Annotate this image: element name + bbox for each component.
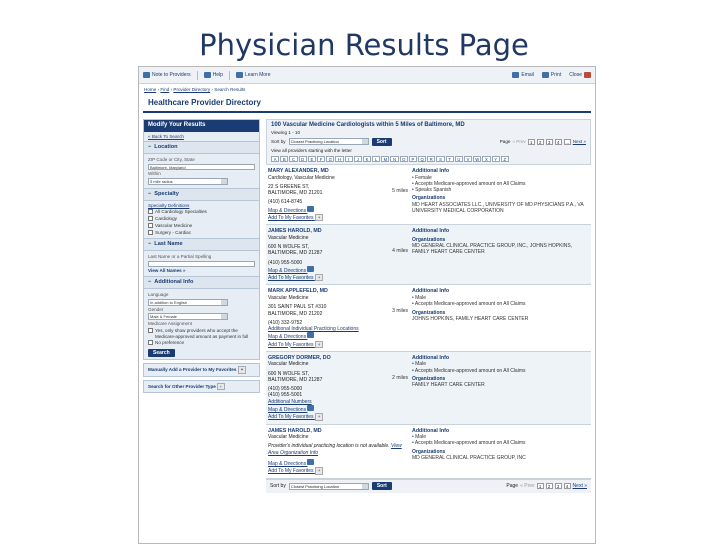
breadcrumb-home[interactable]: Home	[144, 87, 157, 92]
letter-filter-t[interactable]: T	[446, 156, 454, 162]
letter-filter-z[interactable]: Z	[501, 156, 509, 162]
info-item: • Male	[412, 361, 589, 367]
print-icon	[542, 72, 549, 78]
distance: 4 miles	[392, 248, 408, 255]
additional-info-heading: Additional Info	[412, 228, 450, 235]
provider-name-link[interactable]: GREGORY DORMER, DO	[268, 354, 331, 361]
info-item: • Accepts Medicare-approved amount on All Claims	[412, 181, 589, 187]
checkbox[interactable]	[148, 328, 153, 333]
area-organization-link[interactable]: View Area Organization Info	[268, 443, 402, 456]
phone: (410) 614-8745	[268, 199, 303, 206]
map-label: Map & Directions	[268, 267, 307, 274]
info-item: • Speaks Spanish	[412, 187, 589, 193]
letter-filter-r[interactable]: R	[427, 156, 435, 162]
organizations: MD GENERAL CLINICAL PRACTICE GROUP, INC	[412, 454, 526, 461]
language-label: Language	[148, 291, 169, 297]
additional-info-heading: Additional Info	[412, 167, 450, 174]
page-2[interactable]: 2	[537, 139, 544, 145]
page-1[interactable]: 1	[537, 483, 544, 489]
specialty-option[interactable]	[148, 230, 255, 236]
specialty-option-label: Cardiology	[155, 216, 177, 222]
plus-icon: +	[315, 214, 324, 221]
map-label: Map & Directions	[268, 406, 307, 413]
checkbox[interactable]	[148, 340, 153, 345]
provider-specialty: Vascular Medicine	[268, 434, 309, 441]
add-favorites-link[interactable]	[268, 274, 386, 281]
location-section-toggle[interactable]	[144, 141, 259, 154]
email-button[interactable]	[512, 72, 534, 78]
address-line: BALTIMORE, MD 21287	[268, 250, 323, 257]
page-label: Page	[499, 138, 511, 144]
map-directions-link[interactable]	[268, 459, 412, 467]
learn-more-link[interactable]	[236, 72, 271, 78]
result-row	[266, 225, 591, 285]
provider-specialty: Vascular Medicine	[268, 234, 309, 241]
specialty-heading: Specialty	[154, 190, 179, 197]
results-title: 100 Vascular Medicine Cardiologists within 5 Miles of Baltimore, MD	[271, 122, 465, 128]
add-favorites-link[interactable]	[268, 214, 386, 221]
result-row	[266, 352, 591, 425]
plus-icon: +	[315, 413, 324, 420]
letter-filter-w[interactable]: W	[473, 156, 481, 162]
slide-title: Physician Results Page	[199, 28, 529, 62]
specialty-option[interactable]	[148, 209, 255, 215]
result-row	[266, 425, 591, 479]
organizations-heading: Organizations	[412, 309, 446, 316]
result-row	[266, 165, 591, 225]
sort-button-bottom[interactable]: Sort	[372, 482, 392, 490]
provider-name-link[interactable]: JAMES HAROLD, MD	[268, 228, 322, 235]
organizations: MD HEART ASSOCIATES LLC., UNIVERSITY OF MD PHYSICIANS P.A., VA UNIVERSITY MEDICAL CORPORATION	[412, 201, 584, 214]
additional-info-heading: Additional Info	[412, 288, 450, 295]
provider-specialty: Vascular Medicine	[268, 295, 309, 302]
add-favorites-link[interactable]	[268, 341, 386, 348]
letter-filter-g[interactable]: G	[326, 156, 334, 162]
note-label: Note to Providers	[152, 71, 191, 78]
specialty-definitions-link[interactable]: Specialty Definitions	[148, 202, 190, 208]
page-label: Page	[506, 482, 519, 489]
pagination-bottom	[506, 483, 587, 489]
map-icon	[307, 332, 314, 338]
additional-info-heading: Additional Info	[154, 278, 194, 285]
back-to-search-link[interactable]: « Back To Search	[148, 133, 184, 139]
letter-filter-j[interactable]: J	[354, 156, 362, 162]
letter-filter-s[interactable]: S	[436, 156, 444, 162]
map-icon	[307, 206, 314, 212]
checkbox[interactable]	[148, 230, 153, 235]
letter-filter-q[interactable]: Q	[418, 156, 426, 162]
favorites-label: Add To My Favorites	[268, 214, 314, 221]
breadcrumb-find[interactable]: Find	[160, 87, 170, 92]
print-button[interactable]	[542, 72, 561, 78]
letter-filter	[271, 156, 586, 162]
info-item: • Accepts Medicare-approved amount on All Claims	[412, 301, 589, 307]
other-provider-link[interactable]	[144, 381, 259, 392]
divider	[229, 71, 230, 80]
print-label: Print	[550, 71, 562, 78]
address-line: 301 SAINT PAUL ST #310	[268, 304, 327, 311]
collapse-icon: −	[148, 190, 152, 197]
breadcrumb-current: Search Results	[214, 87, 246, 92]
letter-filter-n[interactable]: N	[390, 156, 398, 162]
phone: (410) 332-9752	[268, 319, 303, 326]
organizations-heading: Organizations	[412, 448, 446, 455]
map-icon	[307, 405, 314, 411]
favorites-label: Add To My Favorites	[268, 468, 314, 475]
address-line: BALTIMORE, MD 21201	[268, 190, 323, 197]
map-directions-link[interactable]	[268, 405, 386, 413]
page-1[interactable]: 1	[528, 139, 535, 145]
map-icon	[307, 459, 314, 465]
breadcrumb-directory[interactable]: Provider Directory	[173, 87, 211, 92]
assignment-no-option[interactable]	[148, 340, 255, 346]
map-icon	[307, 266, 314, 272]
prev-page-link[interactable]: « Prev	[512, 138, 526, 144]
note-to-providers-link[interactable]	[143, 72, 191, 78]
note-icon	[143, 72, 150, 78]
provider-name-link[interactable]: JAMES HAROLD, MD	[268, 427, 322, 434]
letter-filter-h[interactable]: H	[335, 156, 343, 162]
gender-select[interactable]: Male & Female	[148, 313, 228, 320]
modify-results-heading: Modify Your Results	[144, 120, 259, 132]
specialty-option[interactable]	[148, 223, 255, 229]
assignment-yes-label: Yes, only show providers who accept the Medicare-approved amount as payment in full	[155, 327, 249, 339]
address-line: 600 N WOLFE ST,	[268, 244, 310, 251]
distance: 2 miles	[392, 374, 408, 381]
provider-name-link[interactable]: MARY ALEXANDER, MD	[268, 167, 329, 174]
gender-label: Gender	[148, 306, 164, 312]
map-label: Map & Directions	[268, 207, 307, 214]
additional-info-section-toggle[interactable]	[144, 276, 259, 289]
location-input[interactable]: Baltimore, Maryland	[148, 164, 255, 170]
collapse-icon: −	[148, 241, 152, 248]
last-name-heading: Last Name	[154, 241, 183, 248]
organizations: JOHNS HOPKINS, FAMILY HEART CARE CENTER	[412, 315, 529, 322]
info-item: • Male	[412, 295, 589, 301]
page-title: Healthcare Provider Directory	[143, 96, 591, 113]
manual-add-label: Manually Add a Provider to My Favorites	[148, 367, 237, 373]
letter-filter-e[interactable]: E	[308, 156, 316, 162]
favorites-label: Add To My Favorites	[268, 414, 314, 421]
assignment-yes-option[interactable]	[148, 328, 255, 339]
letter-filter-f[interactable]: F	[317, 156, 325, 162]
distance: 5 miles	[392, 187, 408, 194]
favorites-label: Add To My Favorites	[268, 341, 314, 348]
divider	[197, 71, 198, 80]
organizations-heading: Organizations	[412, 195, 446, 202]
plus-icon: +	[315, 341, 324, 348]
phone: (410) 955-5000	[268, 259, 303, 266]
letter-filter-l[interactable]: L	[372, 156, 380, 162]
close-label: Close	[569, 71, 582, 78]
info-item: • Female	[412, 175, 589, 181]
sort-label: Sort by	[271, 138, 286, 144]
specialty-section-toggle[interactable]	[144, 188, 259, 201]
plus-icon: +	[238, 366, 247, 373]
help-label: Help	[212, 71, 223, 78]
result-row	[266, 285, 591, 351]
email-icon	[512, 72, 519, 78]
help-icon	[204, 72, 211, 78]
info-item: • Accepts Medicare-approved amount on All Claims	[412, 440, 589, 446]
location-heading: Location	[154, 144, 178, 151]
additional-info-heading: Additional Info	[412, 427, 450, 434]
favorites-label: Add To My Favorites	[268, 275, 314, 282]
specialty-option-label: Vascular Medicine	[155, 222, 193, 228]
map-label: Map & Directions	[268, 460, 307, 467]
last-name-input[interactable]	[148, 261, 255, 267]
collapse-icon: −	[148, 278, 152, 285]
letters-label: View all providers starting with the letter	[271, 148, 352, 154]
results-header	[266, 119, 591, 165]
page-3[interactable]: 3	[555, 483, 562, 489]
phone: (410) 955-5001	[268, 392, 303, 399]
provider-name-link[interactable]: MARK APPLEFELD, MD	[268, 288, 328, 295]
plus-icon: +	[315, 274, 324, 281]
provider-specialty: Cardiology, Vascular Medicine	[268, 174, 335, 181]
page-2[interactable]: 2	[546, 483, 553, 489]
assignment-no-label: No preference	[155, 340, 185, 346]
additional-info-heading: Additional Info	[412, 354, 450, 361]
info-item: • Male	[412, 434, 589, 440]
specialty-option-label: All Cardiology Specialties	[155, 209, 207, 215]
top-toolbar	[139, 67, 595, 84]
address-line: 22 S GREENE ST,	[268, 183, 310, 190]
next-page-link[interactable]: Next »	[572, 138, 586, 144]
specialty-option[interactable]	[148, 216, 255, 222]
additional-locations-link[interactable]: Additional Individual Practicing Locations	[268, 326, 359, 333]
letter-filter-c[interactable]: C	[289, 156, 297, 162]
specialty-option-label: Surgery - Cardiac	[155, 229, 191, 235]
letter-filter-u[interactable]: U	[455, 156, 463, 162]
provider-specialty: Vascular Medicine	[268, 361, 309, 368]
address-line: BALTIMORE, MD 21202	[268, 310, 323, 317]
organizations-heading: Organizations	[412, 375, 446, 382]
address-line: 600 N WOLFE ST,	[268, 370, 310, 377]
map-directions-link[interactable]	[268, 206, 386, 214]
results-panel	[266, 119, 591, 541]
other-provider-box	[143, 380, 260, 393]
sort-button[interactable]: Sort	[372, 138, 392, 146]
browser-screenshot	[138, 66, 596, 544]
page-4[interactable]: 4	[555, 139, 562, 145]
page-more[interactable]: ...	[565, 139, 570, 145]
other-provider-label: Search for Other Provider Type	[148, 383, 216, 389]
letter-filter-k[interactable]: K	[363, 156, 371, 162]
checkbox[interactable]	[148, 216, 153, 221]
pagination	[500, 139, 586, 145]
letter-filter-m[interactable]: M	[381, 156, 389, 162]
arrow-icon: ›	[217, 383, 224, 390]
learn-more-label: Learn More	[244, 71, 271, 78]
map-directions-link[interactable]	[268, 332, 386, 340]
add-favorites-link[interactable]	[268, 413, 386, 420]
organizations-heading: Organizations	[412, 236, 446, 243]
letter-filter-v[interactable]: V	[464, 156, 472, 162]
last-name-label: Last Name or a Partial Spelling	[148, 254, 212, 260]
breadcrumb: Home › Find › Provider Directory › Search Results	[144, 87, 246, 92]
manual-add-box	[143, 363, 260, 376]
collapse-icon: −	[148, 144, 152, 151]
letter-filter-b[interactable]: B	[280, 156, 288, 162]
map-label: Map & Directions	[268, 334, 307, 341]
bottom-sort-bar	[266, 479, 591, 493]
checkbox[interactable]	[148, 223, 153, 228]
letter-filter-p[interactable]: P	[409, 156, 417, 162]
manual-add-link[interactable]	[144, 364, 259, 375]
letter-filter-y[interactable]: Y	[492, 156, 500, 162]
viewing-count: Viewing 1 - 10	[271, 129, 301, 135]
add-favorites-link[interactable]	[268, 467, 412, 474]
view-all-names-link[interactable]: View All Names »	[148, 268, 186, 274]
prev-page-link[interactable]: « Prev	[520, 482, 535, 489]
plus-icon: +	[315, 467, 324, 474]
letter-filter-x[interactable]: X	[482, 156, 490, 162]
last-name-section-toggle[interactable]	[144, 238, 259, 251]
location-note: Provider's individual practicing location is not available.	[268, 443, 390, 450]
organizations: MD GENERAL CLINICAL PRACTICE GROUP, INC., JOHNS HOPKINS, FAMILY HEART CARE CENTER	[412, 243, 573, 256]
phone: (410) 955-5000	[268, 386, 303, 393]
map-directions-link[interactable]	[268, 266, 386, 274]
modify-results-panel	[143, 119, 260, 360]
page-4[interactable]: 4	[564, 483, 571, 489]
info-icon	[236, 72, 243, 78]
distance: 3 miles	[392, 308, 408, 315]
language-select[interactable]: In addition to English	[148, 299, 228, 306]
sort-select[interactable]: Closest Practicing Location	[289, 138, 369, 145]
sort-label: Sort by	[270, 482, 286, 489]
help-link[interactable]	[204, 72, 223, 78]
letter-filter-d[interactable]: D	[299, 156, 307, 162]
page-3[interactable]: 3	[546, 139, 553, 145]
search-button[interactable]: Search	[148, 349, 175, 357]
close-button[interactable]	[569, 72, 591, 78]
within-label: Within	[148, 170, 161, 176]
sidebar	[143, 119, 260, 541]
address-line: BALTIMORE, MD 21287	[268, 376, 323, 383]
close-icon	[584, 72, 591, 78]
letter-filter-i[interactable]: I	[345, 156, 353, 162]
medicare-assignment-label: Medicare Assignment	[148, 321, 192, 327]
radius-select[interactable]: 5 mile radius	[148, 178, 228, 185]
zip-label: ZIP Code or City, State	[148, 157, 195, 163]
next-page-link[interactable]: Next »	[572, 482, 587, 489]
letter-filter-a[interactable]: A	[271, 156, 279, 162]
checkbox[interactable]	[148, 209, 153, 214]
additional-numbers-link[interactable]: Additional Numbers	[268, 398, 312, 405]
email-label: Email	[521, 71, 534, 78]
organizations: FAMILY HEART CARE CENTER	[412, 382, 485, 389]
sort-select-bottom[interactable]: Closest Practicing Location	[289, 483, 369, 490]
info-item: • Accepts Medicare-approved amount on All Claims	[412, 368, 589, 374]
letter-filter-o[interactable]: O	[400, 156, 408, 162]
